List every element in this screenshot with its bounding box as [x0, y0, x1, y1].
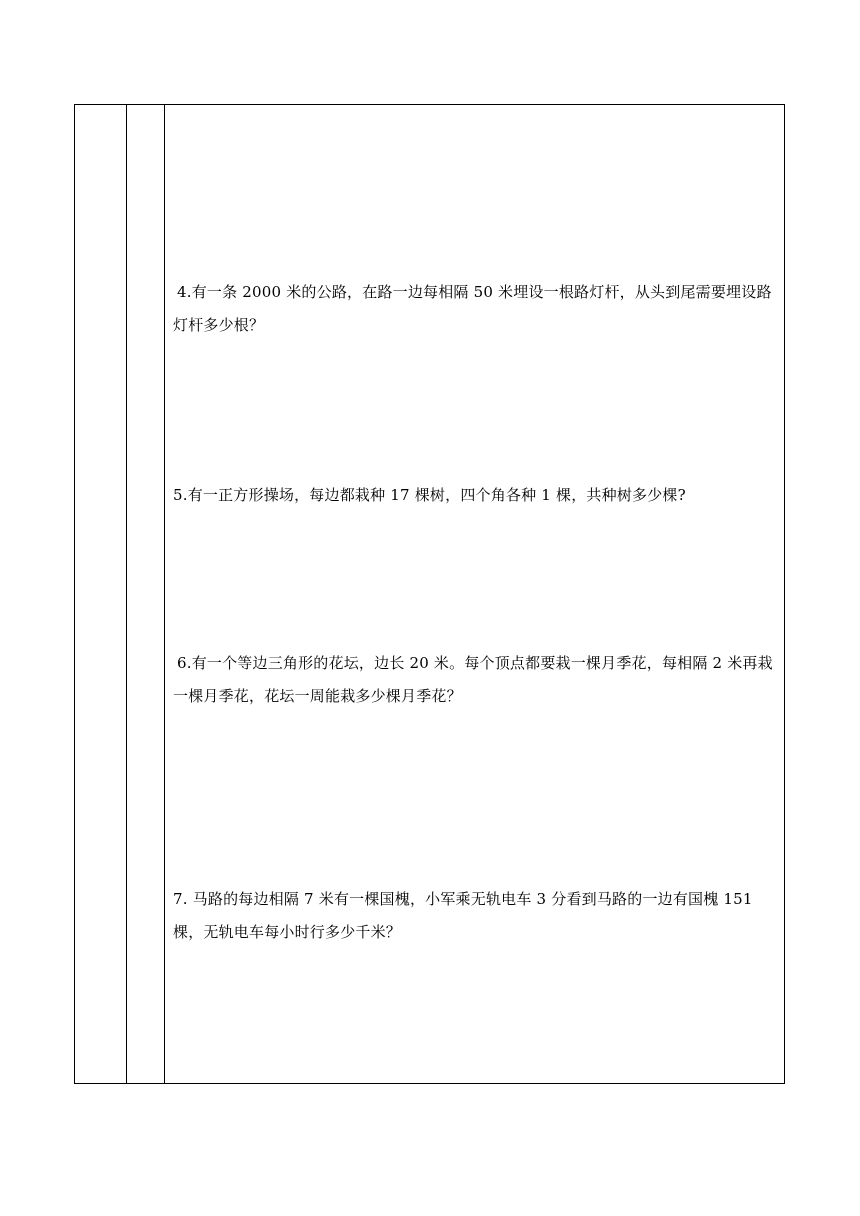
- question-4: 4.有一条 2000 米的公路，在路一边每相隔 50 米埋设一根路灯杆，从头到尾需要埋设路灯杆多少根？: [173, 283, 772, 334]
- column-divider-2: [164, 105, 165, 1083]
- question-6: 6.有一个等边三角形的花坛，边长 20 米。每个顶点都要栽一棵月季花，每相隔 2 米再栽一棵月季花，花坛一周能栽多少棵月季花？: [173, 654, 773, 705]
- worksheet-table: [74, 104, 785, 1084]
- question-5: 5.有一正方形操场，每边都栽种 17 棵树，四个角各种 1 棵，共种树多少棵?: [173, 486, 686, 504]
- column-divider-1: [126, 105, 127, 1083]
- question-7: 7. 马路的每边相隔 7 米有一棵国槐，小军乘无轨电车 3 分看到马路的一边有国槐 151 棵，无轨电车每小时行多少千米？: [173, 890, 753, 941]
